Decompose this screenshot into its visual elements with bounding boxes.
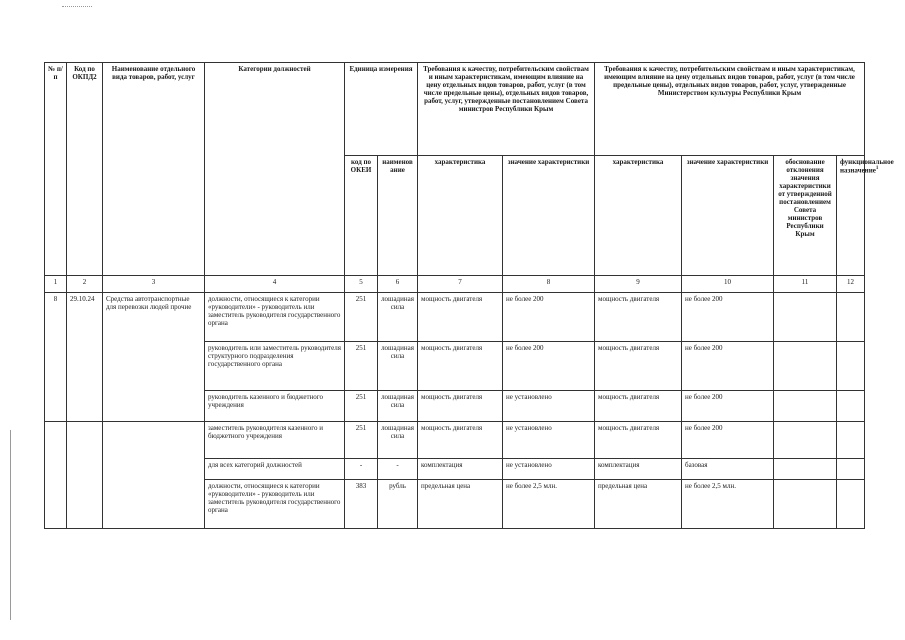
col-number: 7 <box>418 276 503 293</box>
col-number: 5 <box>345 276 378 293</box>
cell-unit: лошадиная сила <box>378 342 418 391</box>
cell-char-2: предельная цена <box>595 480 682 529</box>
cell-category: должности, относящиеся к категории «руководители» - руководитель или заместитель руководителя государственного органа <box>205 293 345 342</box>
cell-func <box>837 422 865 459</box>
cell-justification <box>774 391 837 422</box>
table-row <box>45 422 865 459</box>
item-okpd: 29.10.24 <box>67 293 103 422</box>
cell-justification <box>774 459 837 480</box>
header-mincult-group: Требования к качеству, потребительским свойствам и иным характеристикам, имеющим влияние на цену отдельных видов товаров, работ, услуг (в том числе предельные цены), отдельных видов товаров, работ, услуг, утвержденные Министерством культуры Республики Крым <box>595 63 865 156</box>
cell-unit: рубль <box>378 480 418 529</box>
cell-char-1: предельная цена <box>418 480 503 529</box>
cell-unit: - <box>378 459 418 480</box>
header-val-1: значение характеристики <box>503 156 595 276</box>
cell-char-1: комплектация <box>418 459 503 480</box>
cell-func <box>837 480 865 529</box>
header-okpd: Код по ОКПД2 <box>67 63 103 276</box>
cell-func <box>837 391 865 422</box>
col-number: 12 <box>837 276 865 293</box>
cell-val-2: не более 2,5 млн. <box>682 480 774 529</box>
cell-char-1: мощность двигателя <box>418 391 503 422</box>
cell-val-1: не установлено <box>503 422 595 459</box>
header-name: Наименование отдельного вида товаров, работ, услуг <box>103 63 205 276</box>
header-func-text: функциональное назначение <box>840 158 894 175</box>
item-okpd-empty <box>67 422 103 529</box>
scan-artifact-left-line <box>10 430 11 620</box>
header-char-1: характеристика <box>418 156 503 276</box>
header-func <box>837 156 894 276</box>
cell-category: должности, относящиеся к категории «руководители» - руководитель или заместитель руководителя государственного органа <box>205 480 345 529</box>
cell-category: руководитель казенного и бюджетного учреждения <box>205 391 345 422</box>
cell-func <box>837 459 865 480</box>
cell-category: заместитель руководителя казенного и бюджетного учреждения <box>205 422 345 459</box>
scan-artifact-top <box>62 6 92 8</box>
cell-char-1: мощность двигателя <box>418 422 503 459</box>
table-row <box>45 293 865 342</box>
cell-val-2: не более 200 <box>682 422 774 459</box>
header-num: № п/п <box>45 63 67 276</box>
cell-val-1: не более 2,5 млн. <box>503 480 595 529</box>
cell-func <box>837 293 865 342</box>
col-number: 3 <box>103 276 205 293</box>
cell-val-1: не более 200 <box>503 342 595 391</box>
cell-okei: 251 <box>345 391 378 422</box>
col-number: 8 <box>503 276 595 293</box>
header-char-2: характеристика <box>595 156 682 276</box>
cell-justification <box>774 293 837 342</box>
cell-val-1: не более 200 <box>503 293 595 342</box>
header-sovmin-group: Требования к качеству, потребительским свойствам и иным характеристикам, имеющим влияние на цену отдельных видов товаров, работ, услуг (в том числе предельные цены), отдельных видов товаров, работ, услуг, утвержденные постановлением Совета министров Республики Крым <box>418 63 595 156</box>
cell-char-2: мощность двигателя <box>595 422 682 459</box>
cell-justification <box>774 342 837 391</box>
cell-okei: 383 <box>345 480 378 529</box>
cell-okei: - <box>345 459 378 480</box>
cell-category: руководитель или заместитель руководителя структурного подразделения государственного органа <box>205 342 345 391</box>
cell-func <box>837 342 865 391</box>
cell-char-1: мощность двигателя <box>418 342 503 391</box>
item-num: 8 <box>45 293 67 422</box>
cell-val-2: не более 200 <box>682 342 774 391</box>
item-name-empty <box>103 422 205 529</box>
cell-category: для всех категорий должностей <box>205 459 345 480</box>
cell-justification <box>774 480 837 529</box>
header-unit-group: Единица измерения <box>345 63 418 156</box>
cell-char-1: мощность двигателя <box>418 293 503 342</box>
cell-val-2: не более 200 <box>682 391 774 422</box>
col-number: 11 <box>774 276 837 293</box>
header-func-footnote: 1 <box>875 166 879 172</box>
cell-char-2: мощность двигателя <box>595 342 682 391</box>
cell-okei: 251 <box>345 342 378 391</box>
header-val-2: значение характеристики <box>682 156 774 276</box>
col-number: 1 <box>45 276 67 293</box>
header-row-top <box>45 63 865 156</box>
cell-val-1: не установлено <box>503 391 595 422</box>
cell-val-2: базовая <box>682 459 774 480</box>
column-number-row <box>45 276 865 293</box>
requirements-table <box>44 62 894 529</box>
cell-justification <box>774 422 837 459</box>
cell-val-1: не установлено <box>503 459 595 480</box>
cell-char-2: мощность двигателя <box>595 391 682 422</box>
cell-char-2: комплектация <box>595 459 682 480</box>
col-number: 6 <box>378 276 418 293</box>
cell-val-2: не более 200 <box>682 293 774 342</box>
col-number: 2 <box>67 276 103 293</box>
col-number: 9 <box>595 276 682 293</box>
header-category: Категории должностей <box>205 63 345 276</box>
col-number: 10 <box>682 276 774 293</box>
cell-unit: лошадиная сила <box>378 293 418 342</box>
header-justification: обоснование отклонения значения характеристики от утвержденной постановлением Совета министров Республики Крым <box>774 156 837 276</box>
item-num-empty <box>45 422 67 529</box>
cell-okei: 251 <box>345 293 378 342</box>
cell-unit: лошадиная сила <box>378 391 418 422</box>
col-number: 4 <box>205 276 345 293</box>
header-okei-code: код по ОКЕИ <box>345 156 378 276</box>
cell-char-2: мощность двигателя <box>595 293 682 342</box>
cell-okei: 251 <box>345 422 378 459</box>
item-name: Средства автотранспортные для перевозки людей прочие <box>103 293 205 422</box>
header-unit-name: наименов ание <box>378 156 418 276</box>
cell-unit: лошадиная сила <box>378 422 418 459</box>
